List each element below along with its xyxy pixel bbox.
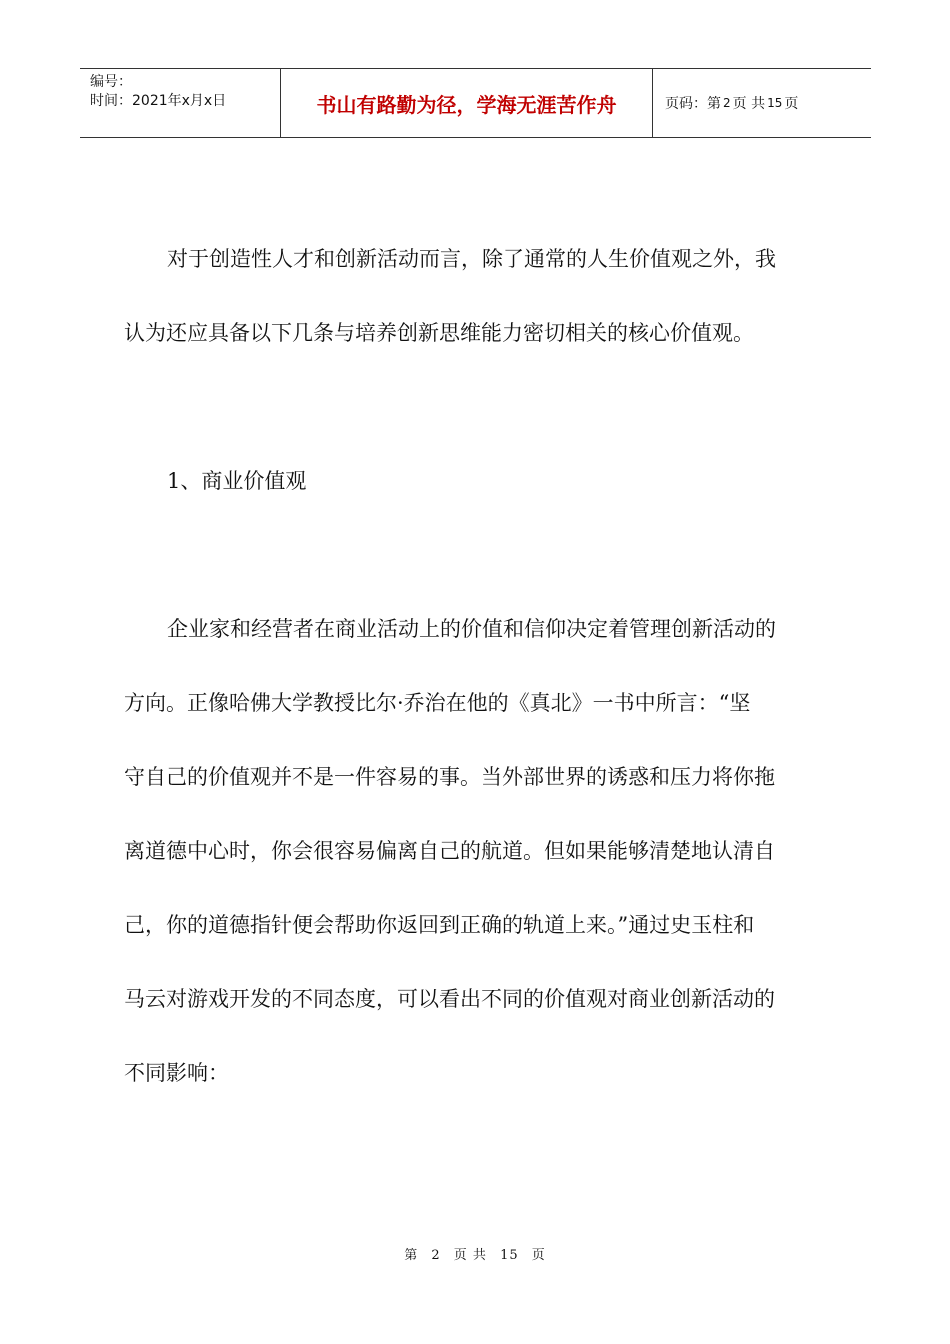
serial-label: 编号： xyxy=(90,74,132,90)
paragraph-business-values xyxy=(124,613,824,1131)
footer-prefix: 第 xyxy=(404,1248,419,1263)
header-page-suffix: 页 xyxy=(784,96,799,112)
header-page-total: 15 xyxy=(767,96,783,110)
paragraph-line: 马云对游戏开发的不同态度，可以看出不同的价值观对商业创新活动的 xyxy=(124,987,775,1011)
paragraph-line: 己，你的道德指针便会帮助你返回到正确的轨道上来。”通过史玉柱和 xyxy=(124,913,755,937)
paragraph-intro xyxy=(124,243,824,391)
paragraph-line: 方向。正像哈佛大学教授比尔·乔治在他的《真北》一书中所言：“坚 xyxy=(124,691,751,715)
header-page-middle: 页 共 xyxy=(732,96,766,112)
motto-text: 书山有路勤为径，学海无涯苦作舟 xyxy=(316,92,617,117)
footer-total-pages: 15 xyxy=(500,1248,519,1263)
footer-current-page: 2 xyxy=(431,1248,441,1263)
header-page-current: 2 xyxy=(723,96,731,110)
header-meta-cell xyxy=(80,69,281,137)
header-page-cell xyxy=(653,69,871,137)
footer-middle: 页 共 xyxy=(453,1248,487,1263)
page-footer xyxy=(0,1244,950,1263)
paragraph-line: 离道德中心时，你会很容易偏离自己的航道。但如果能够清楚地认清自 xyxy=(124,839,775,863)
time-label: 时间：2021年x月x日 xyxy=(90,93,227,109)
section-heading xyxy=(124,465,824,539)
paragraph-line: 不同影响： xyxy=(124,1061,229,1085)
heading-text: 1、商业价值观 xyxy=(167,469,307,493)
document-header-table xyxy=(80,68,871,138)
paragraph-line: 认为还应具备以下几条与培养创新思维能力密切相关的核心价值观。 xyxy=(124,321,754,345)
footer-suffix: 页 xyxy=(531,1248,546,1263)
header-motto-cell xyxy=(281,69,653,137)
header-page-prefix: 页码：第 xyxy=(665,96,721,112)
paragraph-line: 守自己的价值观并不是一件容易的事。当外部世界的诱惑和压力将你拖 xyxy=(124,765,775,789)
paragraph-line: 对于创造性人才和创新活动而言，除了通常的人生价值观之外，我 xyxy=(167,247,776,271)
paragraph-line: 企业家和经营者在商业活动上的价值和信仰决定着管理创新活动的 xyxy=(167,617,776,641)
